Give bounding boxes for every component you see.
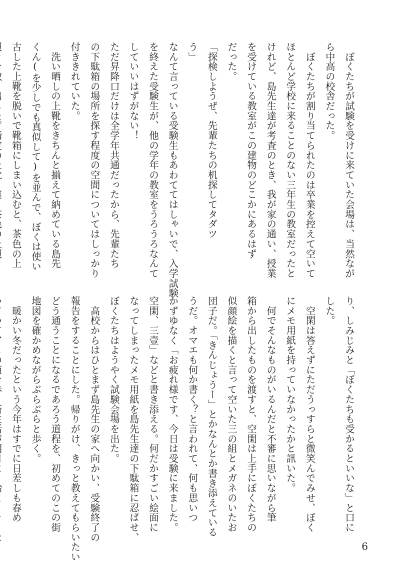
text-block-bottom bbox=[9, 296, 358, 562]
text-line: ぼくたちが試験を受けに来ていた会場は、当然なが bbox=[343, 42, 354, 279]
text-line: 団子だ。「きんじょうー」とかなんとか書き添えている bbox=[205, 296, 217, 538]
text-line: どう通うことになるであろう道程を、初めてのこの街 bbox=[49, 296, 61, 533]
text-line: 付ききれていた。 bbox=[68, 42, 80, 121]
text-line: 暖かい冬だったという今年はすでに日差しも春め bbox=[9, 296, 21, 523]
text-line: うだ。オマエも何か書く？と言われて、何も思いつ bbox=[186, 296, 198, 523]
text-line: ら中高の校舎だった。 bbox=[323, 42, 335, 141]
text-line: 箱から出したものを渡すと、空閑は上手にぼくたちの bbox=[245, 296, 257, 533]
text-line: ほとんど学校に来ることのない三年生の教室だったと bbox=[284, 42, 296, 279]
text-line: を終えた受験生が、他の学年の教室をうろうろなんて bbox=[147, 42, 159, 279]
text-line: 地図を確かめながらぶらぶらと歩く。 bbox=[29, 296, 41, 464]
text-line: けれど、島先生達が考査のとき、我が家の通い、授業 bbox=[264, 42, 276, 279]
text-line: していいはずがない！ bbox=[127, 42, 139, 141]
text-line bbox=[0, 42, 5, 282]
text-block-top bbox=[9, 42, 358, 299]
text-line: 何でそんなものがいるんだと不審に思いながら筆 bbox=[264, 296, 276, 523]
text-line: 似顔絵を描くと言って空いた三の組とメガネのいたお bbox=[225, 296, 237, 533]
text-line: り、しみじみと「ぼくたちも受かるといいな」と口に bbox=[343, 296, 354, 533]
text-line: ただ昇降口だけは全学年共通だったから、先輩たち bbox=[107, 42, 119, 269]
text-line: 空閑、三壹」などと書き添える。何だかすごい絵面に bbox=[147, 296, 159, 533]
text-line: にメモ用紙を持っていなかったかと訊いた。 bbox=[284, 296, 296, 493]
text-line: 報告をすることにした。帰りがけ、きっと教えてもらいたい bbox=[68, 296, 80, 562]
text-line: だった。 bbox=[225, 42, 237, 82]
text-line: 洗い晒しの上靴をきちんと揃えて納めている島先 bbox=[49, 42, 61, 269]
text-line: ぼくたちはようやく試験会場を出た。 bbox=[107, 296, 119, 464]
text-line: なんて言っている受験生もあわててはしゃいで、入学試験 bbox=[166, 42, 178, 299]
text-line: 古した上靴を脱いで靴箱にしまい込むと、茶色の上 bbox=[9, 42, 21, 269]
text-line: 「探検しようぜ、先輩たちの机探してタダツ bbox=[205, 42, 217, 239]
text-line: ぼくたちが割り当てられたのは卒業を控えて空いて bbox=[303, 42, 315, 279]
text-line bbox=[0, 296, 5, 526]
text-line: くん(を少しでも真似して)を並んで、ぼくは使い bbox=[29, 42, 41, 272]
text-line: かずゆなく「お疲れ様です、今日は受験に来ました。 bbox=[166, 296, 178, 533]
text-line: 高校からはひとまず島先生の家へ向かい、受験終了の bbox=[88, 296, 100, 543]
text-line: なってしまったメモ用紙を島先生達の下駄箱に忍ばせ、 bbox=[127, 296, 139, 543]
text-line: した。 bbox=[323, 296, 335, 326]
text-line: 空閑は答えずにただうっすらと微笑んでみせ、ぼく bbox=[303, 296, 315, 533]
page-number: 6 bbox=[361, 542, 368, 553]
text-line: の下駄箱の場所を探す程度の空間についてはしっかり bbox=[88, 42, 100, 279]
text-line: を受けている教室がこの建物のどこかにあるはず bbox=[245, 42, 257, 259]
text-line: う」 bbox=[186, 42, 198, 62]
